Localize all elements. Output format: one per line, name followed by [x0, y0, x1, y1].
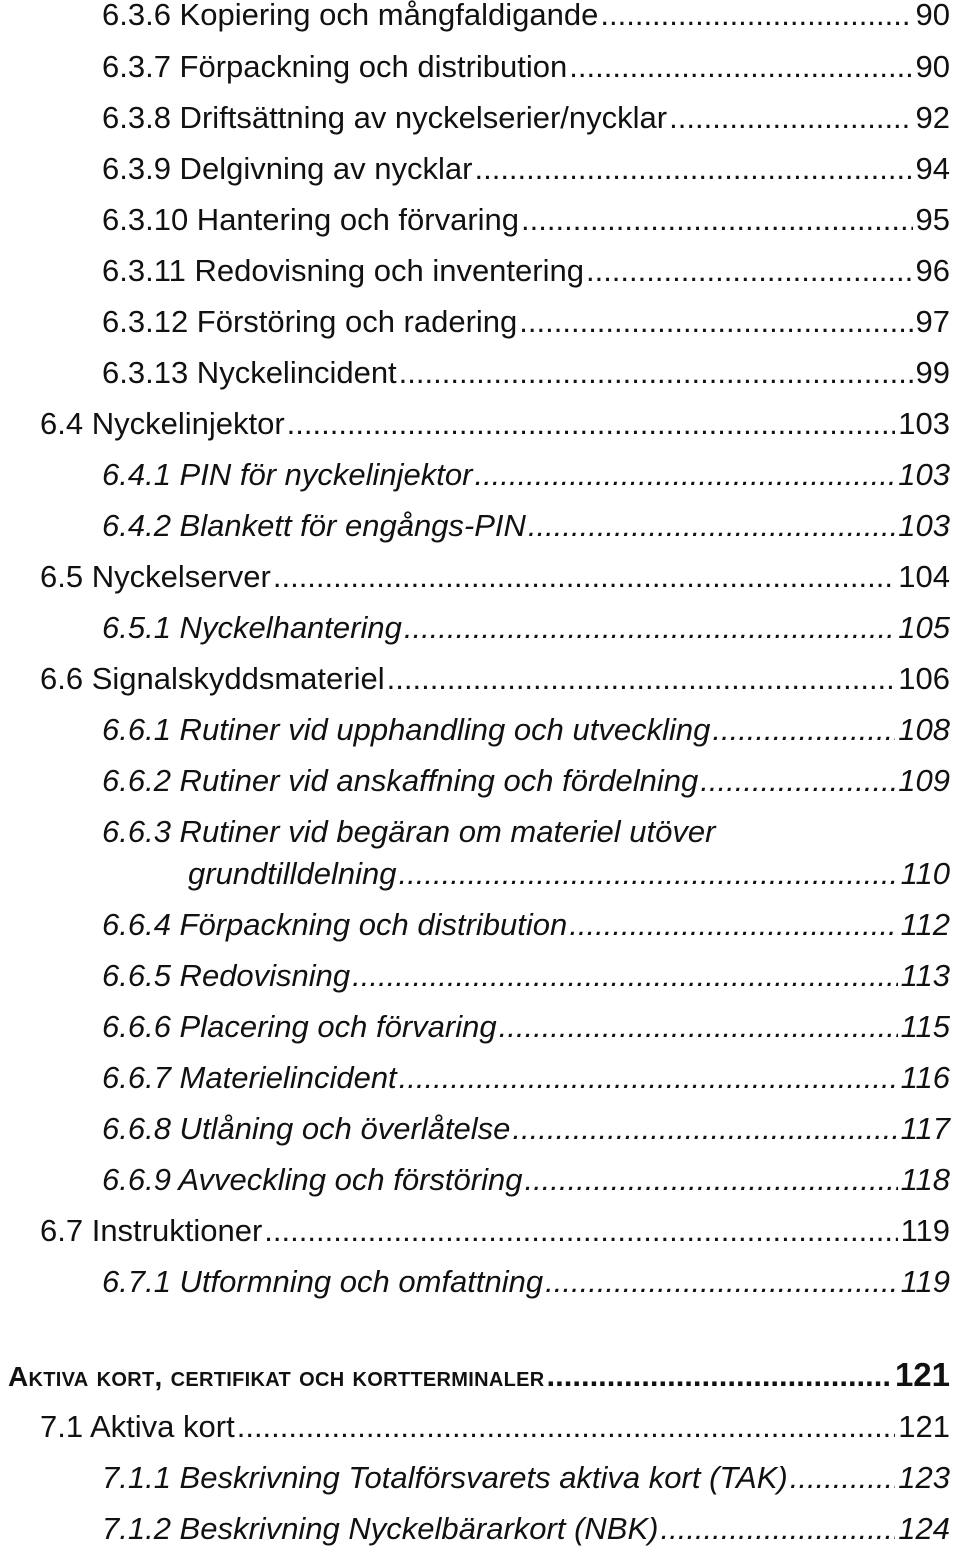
toc-entry-label: 6.3.8 Driftsättning av nyckelserier/nycklar — [102, 100, 668, 135]
toc-chapter-page: 121 — [894, 1356, 950, 1393]
toc-entry-label: 6.3.13 Nyckelincident — [102, 355, 397, 390]
toc-entry-label: 6.6.7 Materielincident — [102, 1060, 397, 1095]
toc-entry-page: 110 — [900, 856, 950, 891]
toc-entry-label: 6.3.12 Förstöring och radering — [102, 304, 518, 339]
dot-leader — [569, 906, 897, 944]
toc-entry-label: 6.6.6 Placering och förvaring — [102, 1009, 497, 1044]
toc-entry[interactable] — [102, 201, 950, 239]
toc-entry-page: 104 — [898, 559, 950, 594]
dot-leader — [547, 1357, 892, 1395]
dot-leader — [586, 252, 913, 290]
toc-entry[interactable] — [102, 252, 950, 290]
toc-entry[interactable] — [102, 1110, 950, 1148]
dot-leader — [399, 354, 913, 392]
dot-leader — [528, 507, 895, 545]
toc-entry-label: 6.3.7 Förpackning och distribution — [102, 49, 568, 84]
toc-entry-label: 6.4.1 PIN för nyckelinjektor — [102, 457, 473, 492]
toc-entry[interactable] — [102, 957, 950, 995]
dot-leader — [569, 48, 912, 86]
toc-entry-label: 6.3.10 Hantering och förvaring — [102, 202, 520, 237]
toc-entry-label: 7.1.1 Beskrivning Totalförsvarets aktiva kort (TAK) — [102, 1460, 788, 1495]
toc-entry-page: 108 — [898, 712, 950, 747]
toc-entry[interactable] — [40, 1212, 950, 1250]
toc-entry[interactable] — [102, 1059, 950, 1097]
dot-leader — [474, 150, 912, 188]
toc-entry-label: 6.7.1 Utformning och omfattning — [102, 1264, 544, 1299]
toc-entry[interactable] — [40, 660, 950, 698]
toc-entry[interactable] — [102, 150, 950, 188]
dot-leader — [399, 855, 898, 893]
dot-leader — [660, 1510, 895, 1548]
toc-entry[interactable] — [188, 855, 950, 893]
dot-leader — [404, 609, 895, 647]
toc-entry-page: 96 — [915, 253, 950, 288]
dot-leader — [512, 1110, 897, 1148]
toc-entry[interactable] — [102, 354, 950, 392]
dot-leader — [264, 1212, 897, 1250]
toc-entry-label: 6.6.2 Rutiner vid anskaffning och fördelning — [102, 763, 699, 798]
toc-chapter-heading[interactable] — [8, 1356, 950, 1396]
toc-entry-label: 6.3.11 Redovisning och inventering — [102, 253, 584, 288]
toc-entry-label: 6.6.5 Redovisning — [102, 958, 351, 993]
toc-entry[interactable] — [102, 1263, 950, 1301]
toc-entry-label: 7.1 Aktiva kort — [40, 1409, 235, 1444]
dot-leader — [712, 711, 895, 749]
toc-entry-page: 90 — [915, 49, 950, 84]
toc-entry[interactable] — [102, 0, 950, 34]
toc-entry[interactable] — [40, 405, 950, 443]
toc-entry-page: 105 — [898, 610, 950, 645]
toc-entry[interactable] — [102, 1161, 950, 1199]
toc-entry-page: 123 — [898, 1460, 950, 1495]
toc-entry[interactable] — [40, 1408, 950, 1446]
toc-entry-page: 95 — [915, 202, 950, 237]
toc-entry-page: 113 — [900, 958, 950, 993]
toc-entry-label: 6.6 Signalskyddsmateriel — [40, 661, 385, 696]
toc-entry-label: 6.6.1 Rutiner vid upphandling och utveckling — [102, 712, 711, 747]
toc-entry-label: 6.4.2 Blankett för engångs-PIN — [102, 508, 526, 543]
toc-entry[interactable] — [102, 99, 950, 137]
toc-entry[interactable] — [40, 558, 950, 596]
toc-entry-label: 6.3.6 Kopiering och mångfaldigande — [102, 0, 599, 32]
toc-chapter-label: Aktiva kort, certifikat och kortterminaler — [8, 1361, 545, 1392]
toc-entry-page: 92 — [915, 100, 950, 135]
toc-entry-label: 6.5 Nyckelserver — [40, 559, 271, 594]
dot-leader — [237, 1408, 896, 1446]
toc-entry-label: 6.5.1 Nyckelhantering — [102, 610, 402, 645]
dot-leader — [600, 0, 912, 34]
toc-entry[interactable] — [102, 1008, 950, 1046]
toc-entry[interactable] — [102, 711, 950, 749]
toc-entry-label: 6.6.4 Förpackning och distribution — [102, 907, 568, 942]
toc-entry-label: 6.6.8 Utlåning och överlåtelse — [102, 1111, 511, 1146]
toc-entry-label: 6.3.9 Delgivning av nycklar — [102, 151, 473, 186]
dot-leader — [287, 405, 896, 443]
dot-leader — [499, 1008, 898, 1046]
dot-leader — [399, 1059, 898, 1097]
toc-entry[interactable] — [102, 609, 950, 647]
toc-entry[interactable] — [102, 48, 950, 86]
toc-entry[interactable] — [102, 906, 950, 944]
dot-leader — [524, 1161, 897, 1199]
dot-leader — [790, 1459, 896, 1497]
dot-leader — [521, 201, 912, 239]
toc-entry-page: 121 — [898, 1409, 950, 1444]
toc-entry-page: 118 — [900, 1162, 950, 1197]
dot-leader — [352, 957, 897, 995]
toc-entry[interactable] — [102, 303, 950, 341]
toc-entry-page: 90 — [915, 0, 950, 32]
toc-entry-page: 117 — [900, 1111, 950, 1146]
toc-entry-page: 106 — [898, 661, 950, 696]
toc-entry[interactable] — [102, 1459, 950, 1497]
toc-entry-page: 97 — [915, 304, 950, 339]
dot-leader — [669, 99, 912, 137]
toc-entry-label: 7.1.2 Beskrivning Nyckelbärarkort (NBK) — [102, 1511, 659, 1546]
toc-entry-page: 103 — [898, 457, 950, 492]
toc-entry-page: 94 — [915, 151, 950, 186]
toc-entry[interactable] — [102, 762, 950, 800]
toc-entry-label: 6.4 Nyckelinjektor — [40, 406, 285, 441]
toc-entry-label-line2: grundtilldelning — [188, 856, 397, 891]
toc-entry-label-line1[interactable]: 6.6.3 Rutiner vid begäran om materiel utöver — [102, 814, 716, 849]
toc-entry-page: 116 — [900, 1060, 950, 1095]
toc-entry[interactable] — [102, 456, 950, 494]
toc-entry-page: 109 — [898, 763, 950, 798]
dot-leader — [545, 1263, 897, 1301]
dot-leader — [273, 558, 895, 596]
dot-leader — [387, 660, 896, 698]
toc-entry-page: 112 — [900, 907, 950, 942]
toc-entry-page: 124 — [898, 1511, 950, 1546]
dot-leader — [519, 303, 912, 341]
toc-entry-page: 119 — [900, 1213, 950, 1248]
toc-entry-page: 99 — [915, 355, 950, 390]
toc-entry-label: 6.6.9 Avveckling och förstöring — [102, 1162, 523, 1197]
toc-entry-page: 115 — [900, 1009, 950, 1044]
dot-leader — [474, 456, 895, 494]
toc-entry-page: 103 — [898, 406, 950, 441]
toc-entry[interactable] — [102, 507, 950, 545]
toc-entry-page: 119 — [900, 1264, 950, 1299]
toc-entry-label: 6.7 Instruktioner — [40, 1213, 263, 1248]
toc-entry[interactable] — [102, 1510, 950, 1548]
dot-leader — [700, 762, 895, 800]
toc-entry-page: 103 — [898, 508, 950, 543]
